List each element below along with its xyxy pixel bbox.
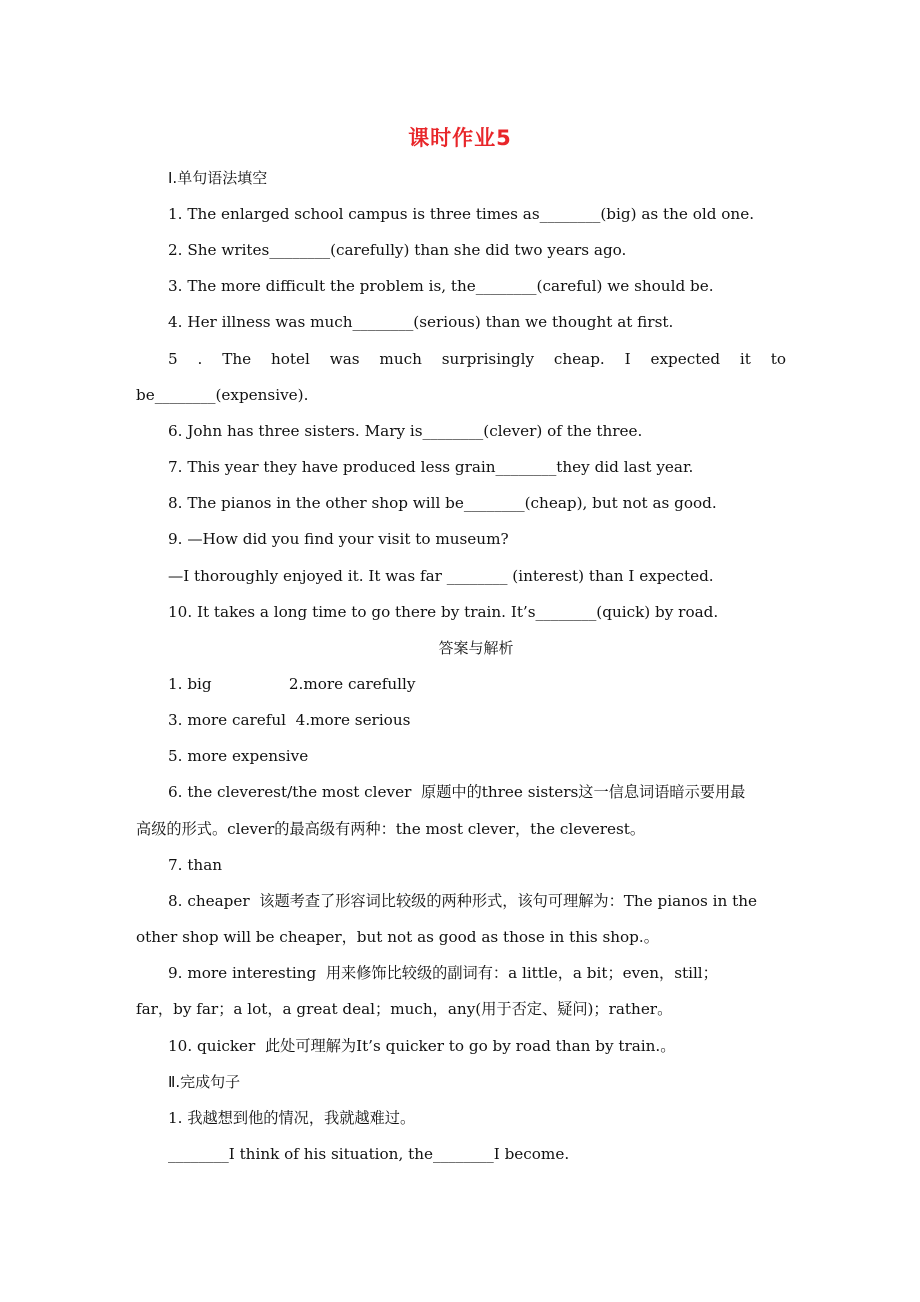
answer-1-2: 1. big 2.more carefully (168, 675, 416, 693)
question-5-line-2: be________(expensive). (136, 386, 309, 404)
answer-9-line-2: far，by far；a lot，a great deal；much，any(用于否定、疑问)；rather。 (136, 1000, 673, 1018)
question-8: 8. The pianos in the other shop will be________(cheap), but not as good. (168, 494, 717, 512)
question-7: 7. This year they have produced less grain________they did last year. (168, 458, 694, 476)
question-1: 1. The enlarged school campus is three times as________(big) as the old one. (168, 205, 755, 223)
question-4: 4. Her illness was much________(serious) than we thought at first. (168, 313, 674, 331)
question-10: 10. It takes a long time to go there by train. It’s________(quick) by road. (168, 603, 719, 621)
question-6: 6. John has three sisters. Mary is________(clever) of the three. (168, 422, 643, 440)
page-title: 课时作业5 (408, 126, 512, 150)
question-9-line-2: —I thoroughly enjoyed it. It was far ________ (interest) than I expected. (168, 567, 714, 585)
section-2-heading: Ⅱ.完成句子 (168, 1073, 241, 1091)
answer-8-line-1: 8. cheaper 该题考查了形容词比较级的两种形式，该句可理解为：The pianos in the (168, 892, 758, 910)
section-1-heading: Ⅰ.单句语法填空 (168, 169, 268, 187)
answer-3-4: 3. more careful 4.more serious (168, 711, 411, 729)
answer-6-line-2: 高级的形式。clever的最高级有两种：the most clever，the cleverest。 (136, 820, 646, 838)
answers-heading: 答案与解析 (438, 639, 514, 657)
question-2: 2. She writes________(carefully) than she did two years ago. (168, 241, 627, 259)
answer-10: 10. quicker 此处可理解为It’s quicker to go by road than by train.。 (168, 1037, 676, 1055)
answer-7: 7. than (168, 856, 223, 874)
answer-8-line-2: other shop will be cheaper，but not as good as those in this shop.。 (136, 928, 659, 946)
answer-5: 5. more expensive (168, 747, 309, 765)
answer-6-line-1: 6. the cleverest/the most clever 原题中的three sisters这一信息词语暗示要用最 (168, 783, 746, 801)
answer-9-line-1: 9. more interesting 用来修饰比较级的副词有：a little，a bit；even，still； (168, 964, 718, 982)
section-2-question-1-prompt: 1. 我越想到他的情况，我就越难过。 (168, 1109, 416, 1127)
question-9-line-1: 9. —How did you find your visit to museum? (168, 530, 509, 548)
question-3: 3. The more difficult the problem is, the________(careful) we should be. (168, 277, 714, 295)
section-2-question-1-sentence: ________I think of his situation, the________I become. (168, 1145, 570, 1163)
question-5-line-1: 5 . The hotel was much surprisingly cheap. I expected it to (168, 350, 786, 368)
